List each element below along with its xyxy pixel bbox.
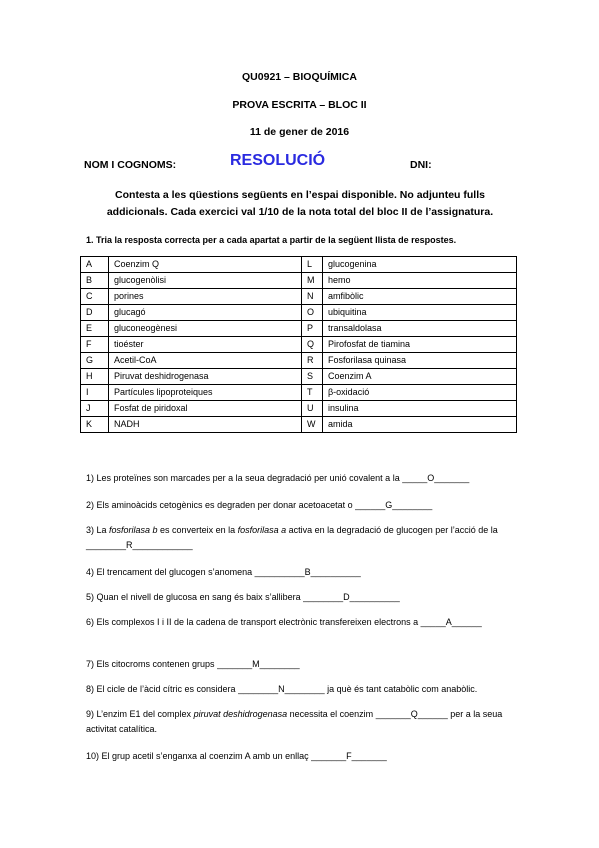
question-italic-term: fosforilasa b [109, 525, 158, 535]
question-answer: _____O_______ [402, 473, 470, 483]
cell-term-left: Partícules lipoproteiques [109, 385, 302, 401]
question-item [86, 657, 526, 672]
cell-letter-right: L [302, 257, 323, 273]
table-row [81, 417, 517, 433]
cell-term-left: gluconeogènesi [109, 321, 302, 337]
cell-term-left: Acetil-CoA [109, 353, 302, 369]
question-text: 7) Els citocroms contenen grups [86, 659, 218, 669]
cell-letter-right: N [302, 289, 323, 305]
course-title: QU0921 – BIOQUÍMICA [242, 71, 357, 83]
cell-letter-left: E [81, 321, 109, 337]
cell-term-right: Pirofosfat de tiamina [323, 337, 517, 353]
cell-letter-left: C [81, 289, 109, 305]
cell-letter-right: W [302, 417, 323, 433]
table-row [81, 369, 517, 385]
question-text: 5) Quan el nivell de glucosa en sang és baix s’allibera [86, 592, 304, 602]
cell-term-left: NADH [109, 417, 302, 433]
question-item [86, 749, 526, 764]
instructions-line-1: Contesta a les qüestions següents en l’espai disponible. No adjunteu fulls [115, 189, 485, 201]
question-text: per a la seua activitat catalítica. [86, 709, 503, 734]
student-info-line [84, 152, 524, 178]
table-row [81, 401, 517, 417]
table-row [81, 385, 517, 401]
question-text: 6) Els complexos I i II de la cadena de transport electrònic transfereixen electrons a [86, 617, 421, 627]
table-row [81, 273, 517, 289]
question-text: 8) El cicle de l’àcid cítric es considera [86, 684, 239, 694]
question-item [86, 471, 526, 486]
instructions-line-2: addicionals. Cada exercici val 1/10 de la nota total del bloc II de l’assignatura. [106, 206, 494, 218]
exam-title: PROVA ESCRITA – BLOC II [232, 99, 367, 111]
cell-term-left: glucagó [109, 305, 302, 321]
cell-letter-right: S [302, 369, 323, 385]
cell-term-right: insulina [323, 401, 517, 417]
cell-term-left: tioéster [109, 337, 302, 353]
question-item [86, 523, 526, 553]
name-label: NOM I COGNOMS: [84, 159, 177, 171]
question-answer: ________R____________ [86, 540, 193, 550]
cell-term-left: glucogenòlisi [109, 273, 302, 289]
question-answer: ________N________ [238, 684, 325, 694]
table-row [81, 289, 517, 305]
cell-letter-left: K [81, 417, 109, 433]
cell-term-right: ubiquitina [323, 305, 517, 321]
cell-letter-left: G [81, 353, 109, 369]
instructions [60, 187, 540, 221]
cell-term-right: Coenzim A [323, 369, 517, 385]
cell-letter-left: A [81, 257, 109, 273]
cell-letter-right: P [302, 321, 323, 337]
question-item [86, 615, 526, 630]
cell-term-right: amida [323, 417, 517, 433]
cell-letter-left: J [81, 401, 109, 417]
question-text: es converteix en la [157, 525, 238, 535]
table-row [81, 257, 517, 273]
name-value: RESOLUCIÓ [230, 152, 326, 169]
question-text: ja què és tant catabòlic com anabòlic. [324, 684, 478, 694]
cell-letter-right: M [302, 273, 323, 289]
cell-letter-left: H [81, 369, 109, 385]
cell-letter-left: F [81, 337, 109, 353]
question-text: necessita el coenzim [287, 709, 376, 719]
cell-term-right: glucogenina [323, 257, 517, 273]
question-italic-term: fosforilasa a [237, 525, 287, 535]
question-answer: __________B__________ [254, 567, 361, 577]
question-text: activa en la degradació de glucogen per l’acció de la [286, 525, 498, 535]
table-row [81, 305, 517, 321]
answers-table [80, 256, 517, 433]
question-text: 4) El trencament del glucogen s’anomena [86, 567, 255, 577]
question-item [86, 590, 526, 605]
question-1-title: 1. Tria la resposta correcta per a cada apartat a partir de la següent llista de respostes. [86, 235, 457, 245]
question-text: 10) El grup acetil s’enganxa al coenzim A amb un enllaç [86, 751, 312, 761]
cell-term-right: hemo [323, 273, 517, 289]
cell-term-right: amfibòlic [323, 289, 517, 305]
cell-letter-left: I [81, 385, 109, 401]
dni-label: DNI: [410, 159, 432, 171]
cell-term-right: Fosforilasa quinasa [323, 353, 517, 369]
cell-term-left: Fosfat de piridoxal [109, 401, 302, 417]
question-answer: _______F_______ [311, 751, 387, 761]
question-answer: _______M________ [217, 659, 300, 669]
question-answer: ________D__________ [303, 592, 400, 602]
cell-letter-right: R [302, 353, 323, 369]
exam-date: 11 de gener de 2016 [249, 126, 350, 138]
question-item [86, 707, 526, 737]
question-text: 9) L’enzim E1 del complex [86, 709, 194, 719]
cell-term-right: transaldolasa [323, 321, 517, 337]
cell-letter-left: B [81, 273, 109, 289]
question-answer: ______G________ [355, 500, 433, 510]
cell-letter-right: U [302, 401, 323, 417]
question-item [86, 565, 526, 580]
question-italic-term: piruvat deshidrogenasa [193, 709, 288, 719]
cell-term-right: β-oxidació [323, 385, 517, 401]
cell-letter-right: Q [302, 337, 323, 353]
table-row [81, 353, 517, 369]
question-item [86, 498, 526, 513]
table-row [81, 321, 517, 337]
cell-letter-right: T [302, 385, 323, 401]
question-text: 2) Els aminoàcids cetogènics es degraden per donar acetoacetat o [86, 500, 356, 510]
cell-term-left: porines [109, 289, 302, 305]
question-answer: _____A______ [420, 617, 482, 627]
cell-term-left: Coenzim Q [109, 257, 302, 273]
cell-term-left: Piruvat deshidrogenasa [109, 369, 302, 385]
cell-letter-left: D [81, 305, 109, 321]
question-item [86, 682, 526, 697]
question-text: 3) La [86, 525, 110, 535]
question-answer: _______Q______ [375, 709, 448, 719]
cell-letter-right: O [302, 305, 323, 321]
table-row [81, 337, 517, 353]
question-text: 1) Les proteïnes son marcades per a la seua degradació per unió covalent a la [86, 473, 403, 483]
